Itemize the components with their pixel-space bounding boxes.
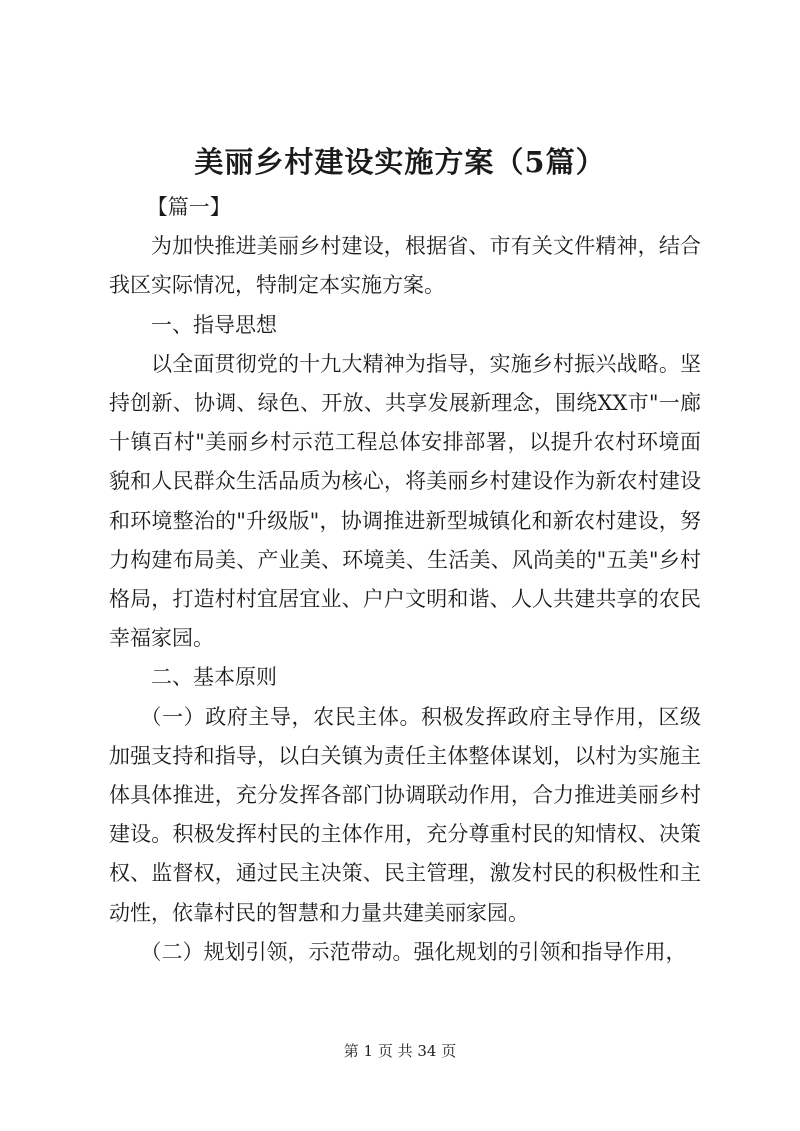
heading-basic-principles: 二、基本原则 — [151, 665, 277, 690]
page-footer: 第 1 页 共 34 页 — [343, 1042, 457, 1060]
paragraph-guiding-thought: 以全面贯彻党的十九大精神为指导，实施乡村振兴战略。坚持创新、协调、绿色、开放、共享发展新理念，围绕XX市"一廊十镇百村"美丽乡村示范工程总体安排部署，以提升农村环境面貌和人民群众生活品质为核心，将美丽乡村建设作为新农村建设和环境整治的"升级版"，协调推进新型城镇化和新农村建设，努力构建布局美、产业美、环境美、生活美、风尚美的"五美"乡村格局，打造村村宜居宜业、户户文明和谐、人人共建共享的农民幸福家园。 — [109, 351, 701, 651]
document-body — [109, 188, 701, 972]
paragraph-intro: 为加快推进美丽乡村建设，根据省、市有关文件精神，结合我区实际情况，特制定本实施方案。 — [109, 234, 701, 298]
heading-guiding-thought: 一、指导思想 — [151, 312, 277, 337]
paragraph-principle-2: （二）规划引领，示范带动。强化规划的引领和指导作用， — [140, 939, 687, 964]
paragraph-principle-1: （一）政府主导，农民主体。积极发挥政府主导作用，区级加强支持和指导，以白关镇为责任主体整体谋划，以村为实施主体具体推进，充分发挥各部门协调联动作用，合力推进美丽乡村建设。积极发挥村民的主体作用，充分尊重村民的知情权、决策权、监督权，通过民主决策、民主管理，激发村民的积极性和主动性，依靠村民的智慧和力量共建美丽家园。 — [109, 704, 701, 925]
section-tag: 【篇一】 — [146, 195, 231, 219]
document-title: 美丽乡村建设实施方案（5篇） — [194, 145, 606, 179]
